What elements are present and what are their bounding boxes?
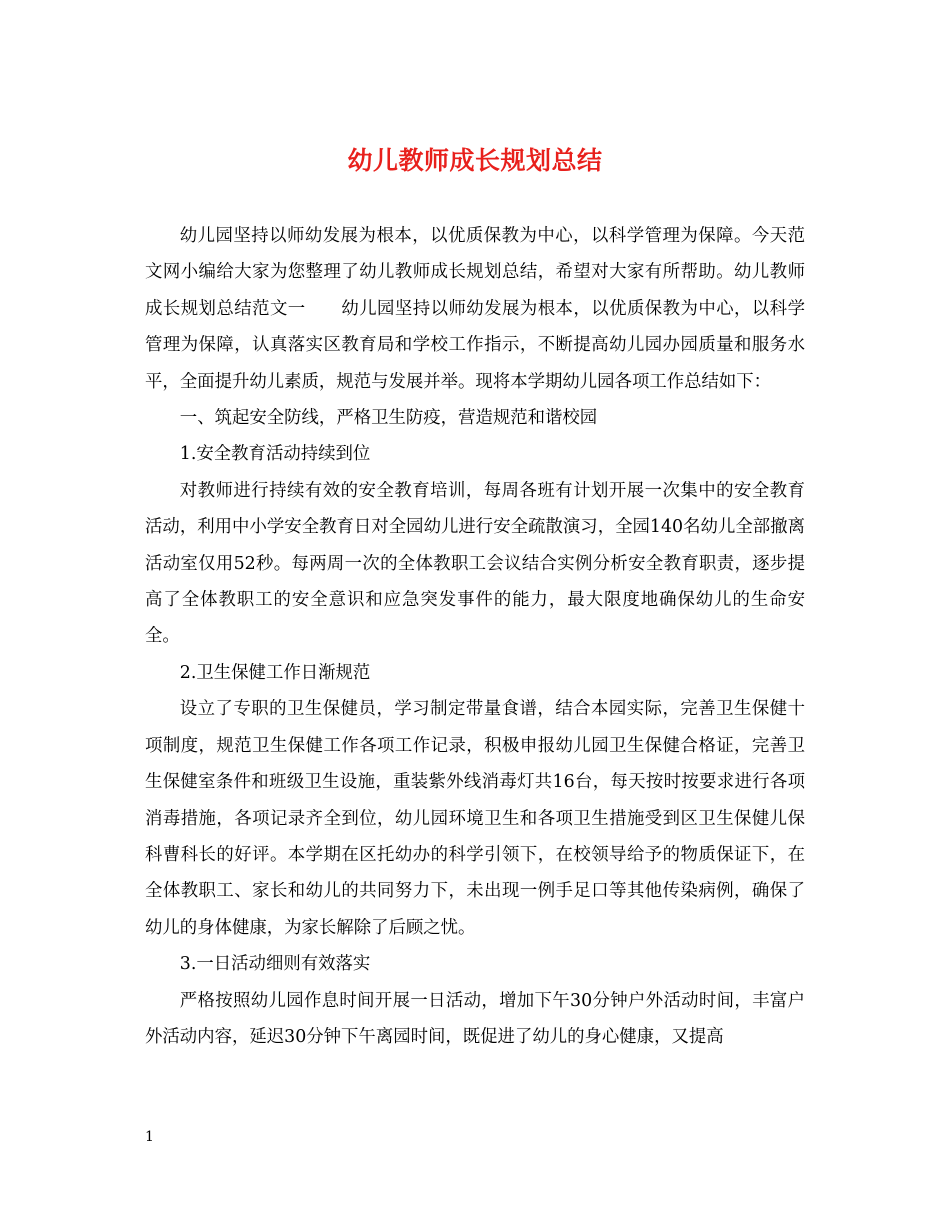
paragraph-health: 设立了专职的卫生保健员，学习制定带量食谱，结合本园实际，完善卫生保健十项制度，规范卫生保健工作各项工作记录，积极申报幼儿园卫生保健合格证，完善卫生保健室条件和班级卫生设施，重装紫外线消毒灯共16台，每天按时按要求进行各项消毒措施，各项记录齐全到位，幼儿园环境卫生和各项卫生措施受到区卫生保健儿保科曹科长的好评。本学期在区托幼办的科学引领下，在校领导给予的物质保证下，在全体教职工、家长和幼儿的共同努力下，未出现一例手足口等其他传染病例，确保了幼儿的身体健康，为家长解除了后顾之忧。 [145,699,805,938]
paragraph-intro: 幼儿园坚持以师幼发展为根本，以优质保教为中心，以科学管理为保障。今天范文网小编给大家为您整理了幼儿教师成长规划总结，希望对大家有所帮助。幼儿教师成长规划总结范文一 幼儿园坚持以师幼发展为根本，以优质保教为中心，以科学管理为保障，认真落实区教育局和学校工作指示，不断提高幼儿园办园质量和服务水平，全面提升幼儿素质，规范与发展并举。现将本学期幼儿园各项工作总结如下： [145,226,805,392]
paragraph-daily-activities: 严格按照幼儿园作息时间开展一日活动，增加下午30分钟户外活动时间，丰富户外活动内容，延迟30分钟下午离园时间，既促进了幼儿的身心健康，又提高 [145,990,805,1047]
section-heading-1: 一、筑起安全防线，严格卫生防疫，营造规范和谐校园 [179,408,598,429]
subheading-1: 1.安全教育活动持续到位 [179,444,371,465]
paragraph-safety: 对教师进行持续有效的安全教育培训，每周各班有计划开展一次集中的安全教育活动，利用中小学安全教育日对全园幼儿进行安全疏散演习，全园140名幼儿全部撤离活动室仅用52秒。每两周一次的全体教职工会议结合实例分析安全教育职责，逐步提高了全体教职工的安全意识和应急突发事件的能力，最大限度地确保幼儿的生命安全。 [145,480,805,647]
document-title: 幼儿教师成长规划总结 [347,146,603,175]
subheading-3: 3.一日活动细则有效落实 [179,954,371,975]
page-number: 1 [145,1129,154,1145]
document-body [145,218,805,1055]
subheading-2: 2.卫生保健工作日渐规范 [179,662,371,683]
